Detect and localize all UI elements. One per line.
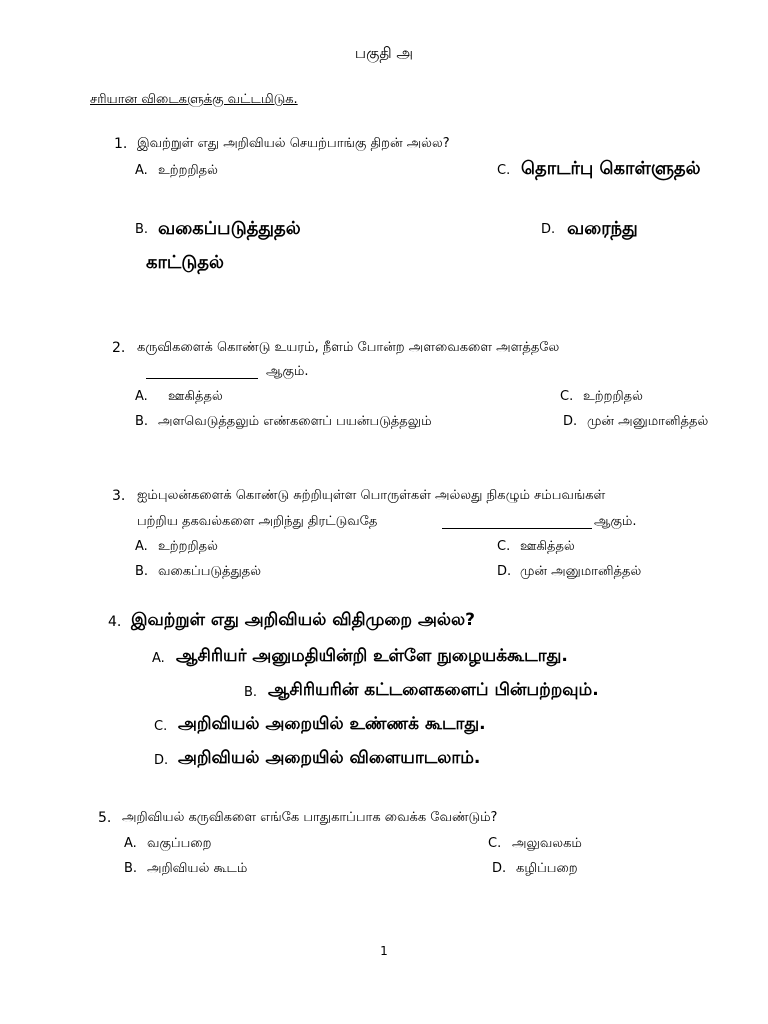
q2-option-c-label[interactable]: C. <box>560 389 574 404</box>
q2-text-end: ஆகும். <box>266 364 309 379</box>
q2-text: கருவிகளைக் கொண்டு உயரம், நீளம் போன்ற அளவைகளை அளத்தலே <box>137 340 560 355</box>
q1-text: இவற்றுள் எது அறிவியல் செயற்பாங்கு திறன் அல்ல? <box>137 136 450 151</box>
q2-number: 2. <box>112 340 126 356</box>
q3-option-a-label[interactable]: A. <box>135 539 148 554</box>
q5-option-d[interactable]: கழிப்பறை <box>516 861 578 876</box>
q3-number: 3. <box>112 488 126 504</box>
q3-option-c-label[interactable]: C. <box>497 539 511 554</box>
q4-option-a-label[interactable]: A. <box>152 651 165 666</box>
q2-option-b[interactable]: அளவெடுத்தலும் எண்களைப் பயன்படுத்தலும் <box>158 414 432 429</box>
q2-option-d-label[interactable]: D. <box>563 414 578 429</box>
q1-option-d-line2[interactable]: காட்டுதல் <box>146 252 224 273</box>
q5-option-c[interactable]: அலுவலகம் <box>512 836 582 851</box>
q2-blank[interactable] <box>146 364 258 383</box>
q3-text-line2: பற்றிய தகவல்களை அறிந்து திரட்டுவதே <box>137 514 378 529</box>
q3-option-d-label[interactable]: D. <box>497 564 512 579</box>
q3-text: ஐம்புலன்களைக் கொண்டு சுற்றியுள்ள பொருள்கள் அல்லது நிகழும் சம்பவங்கள் <box>137 488 606 503</box>
q3-option-b[interactable]: வகைப்படுத்துதல் <box>158 564 262 579</box>
q5-number: 5. <box>98 810 112 826</box>
q4-text: இவற்றுள் எது அறிவியல் விதிமுறை அல்ல? <box>131 610 475 630</box>
q3-option-c[interactable]: ஊகித்தல் <box>520 539 575 554</box>
q2-option-a-label[interactable]: A. <box>135 389 148 404</box>
q4-option-d[interactable]: அறிவியல் அறையில் விளையாடலாம். <box>178 748 481 768</box>
q3-option-b-label[interactable]: B. <box>135 564 149 579</box>
q2-option-a[interactable]: ஊகித்தல் <box>168 389 223 404</box>
q1-option-c[interactable]: தொடர்பு கொள்ளுதல் <box>521 158 701 179</box>
q5-option-d-label[interactable]: D. <box>492 861 507 876</box>
q1-option-b-label[interactable]: B. <box>135 222 149 237</box>
q5-option-b-label[interactable]: B. <box>124 861 138 876</box>
q1-number: 1. <box>114 136 128 152</box>
q5-option-c-label[interactable]: C. <box>488 836 502 851</box>
q1-option-b[interactable]: வகைப்படுத்துதல் <box>158 218 301 239</box>
q3-option-a[interactable]: உற்றறிதல் <box>158 539 218 554</box>
q2-option-d[interactable]: முன் அனுமானித்தல் <box>587 414 709 429</box>
q1-option-c-label[interactable]: C. <box>497 163 511 178</box>
instruction: சரியான விடைகளுக்கு வட்டமிடுக. <box>90 92 298 107</box>
q3-blank[interactable] <box>442 514 592 533</box>
q1-option-d-label[interactable]: D. <box>541 222 556 237</box>
q1-option-a[interactable]: உற்றறிதல் <box>158 163 218 178</box>
q5-option-b[interactable]: அறிவியல் கூடம் <box>147 861 248 876</box>
q4-option-c[interactable]: அறிவியல் அறையில் உண்ணக் கூடாது. <box>178 714 486 734</box>
page-number: 1 <box>380 944 388 958</box>
q4-number: 4. <box>108 614 122 630</box>
q1-option-a-label[interactable]: A. <box>135 163 148 178</box>
q4-option-b-label[interactable]: B. <box>244 685 258 700</box>
q5-option-a-label[interactable]: A. <box>124 836 137 851</box>
q5-option-a[interactable]: வகுப்பறை <box>147 836 212 851</box>
q2-option-b-label[interactable]: B. <box>135 414 149 429</box>
q2-option-c[interactable]: உற்றறிதல் <box>583 389 643 404</box>
q4-option-d-label[interactable]: D. <box>154 753 169 768</box>
q4-option-a[interactable]: ஆசிரியர் அனுமதியின்றி உள்ளே நுழையக்கூடாது. <box>176 646 568 666</box>
q4-option-b[interactable]: ஆசிரியரின் கட்டளைகளைப் பின்பற்றவும். <box>268 680 599 700</box>
q5-text: அறிவியல் கருவிகளை எங்கே பாதுகாப்பாக வைக்க வேண்டும்? <box>122 810 498 825</box>
q1-option-d-line1[interactable]: வரைந்து <box>567 218 638 239</box>
q3-text-end: ஆகும். <box>594 514 637 529</box>
section-title: பகுதி அ <box>354 44 414 62</box>
q4-option-c-label[interactable]: C. <box>154 719 168 734</box>
q3-option-d[interactable]: முன் அனுமானித்தல் <box>520 564 642 579</box>
